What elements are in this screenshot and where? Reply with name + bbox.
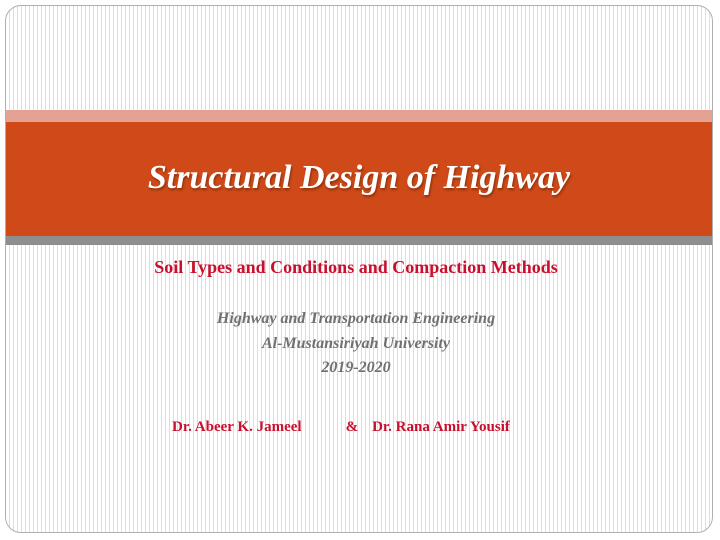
- slide-title: Structural Design of Highway: [147, 159, 571, 196]
- title-band-bottom-stripe: [6, 236, 712, 245]
- academic-year: 2019-2020: [321, 359, 391, 376]
- slide-frame: [5, 5, 713, 533]
- authors-line: [172, 417, 510, 437]
- author-second: Dr. Rana Amir Yousif: [372, 419, 510, 435]
- university-name: Al-Mustansiriyah University: [261, 335, 451, 352]
- author-separator: &: [345, 419, 359, 435]
- slide-subtitle: Soil Types and Conditions and Compaction Methods: [154, 257, 558, 277]
- title-band-top-stripe: [6, 110, 712, 122]
- author-first: Dr. Abeer K. Jameel: [172, 419, 302, 435]
- course-name: Highway and Transportation Engineering: [216, 310, 496, 327]
